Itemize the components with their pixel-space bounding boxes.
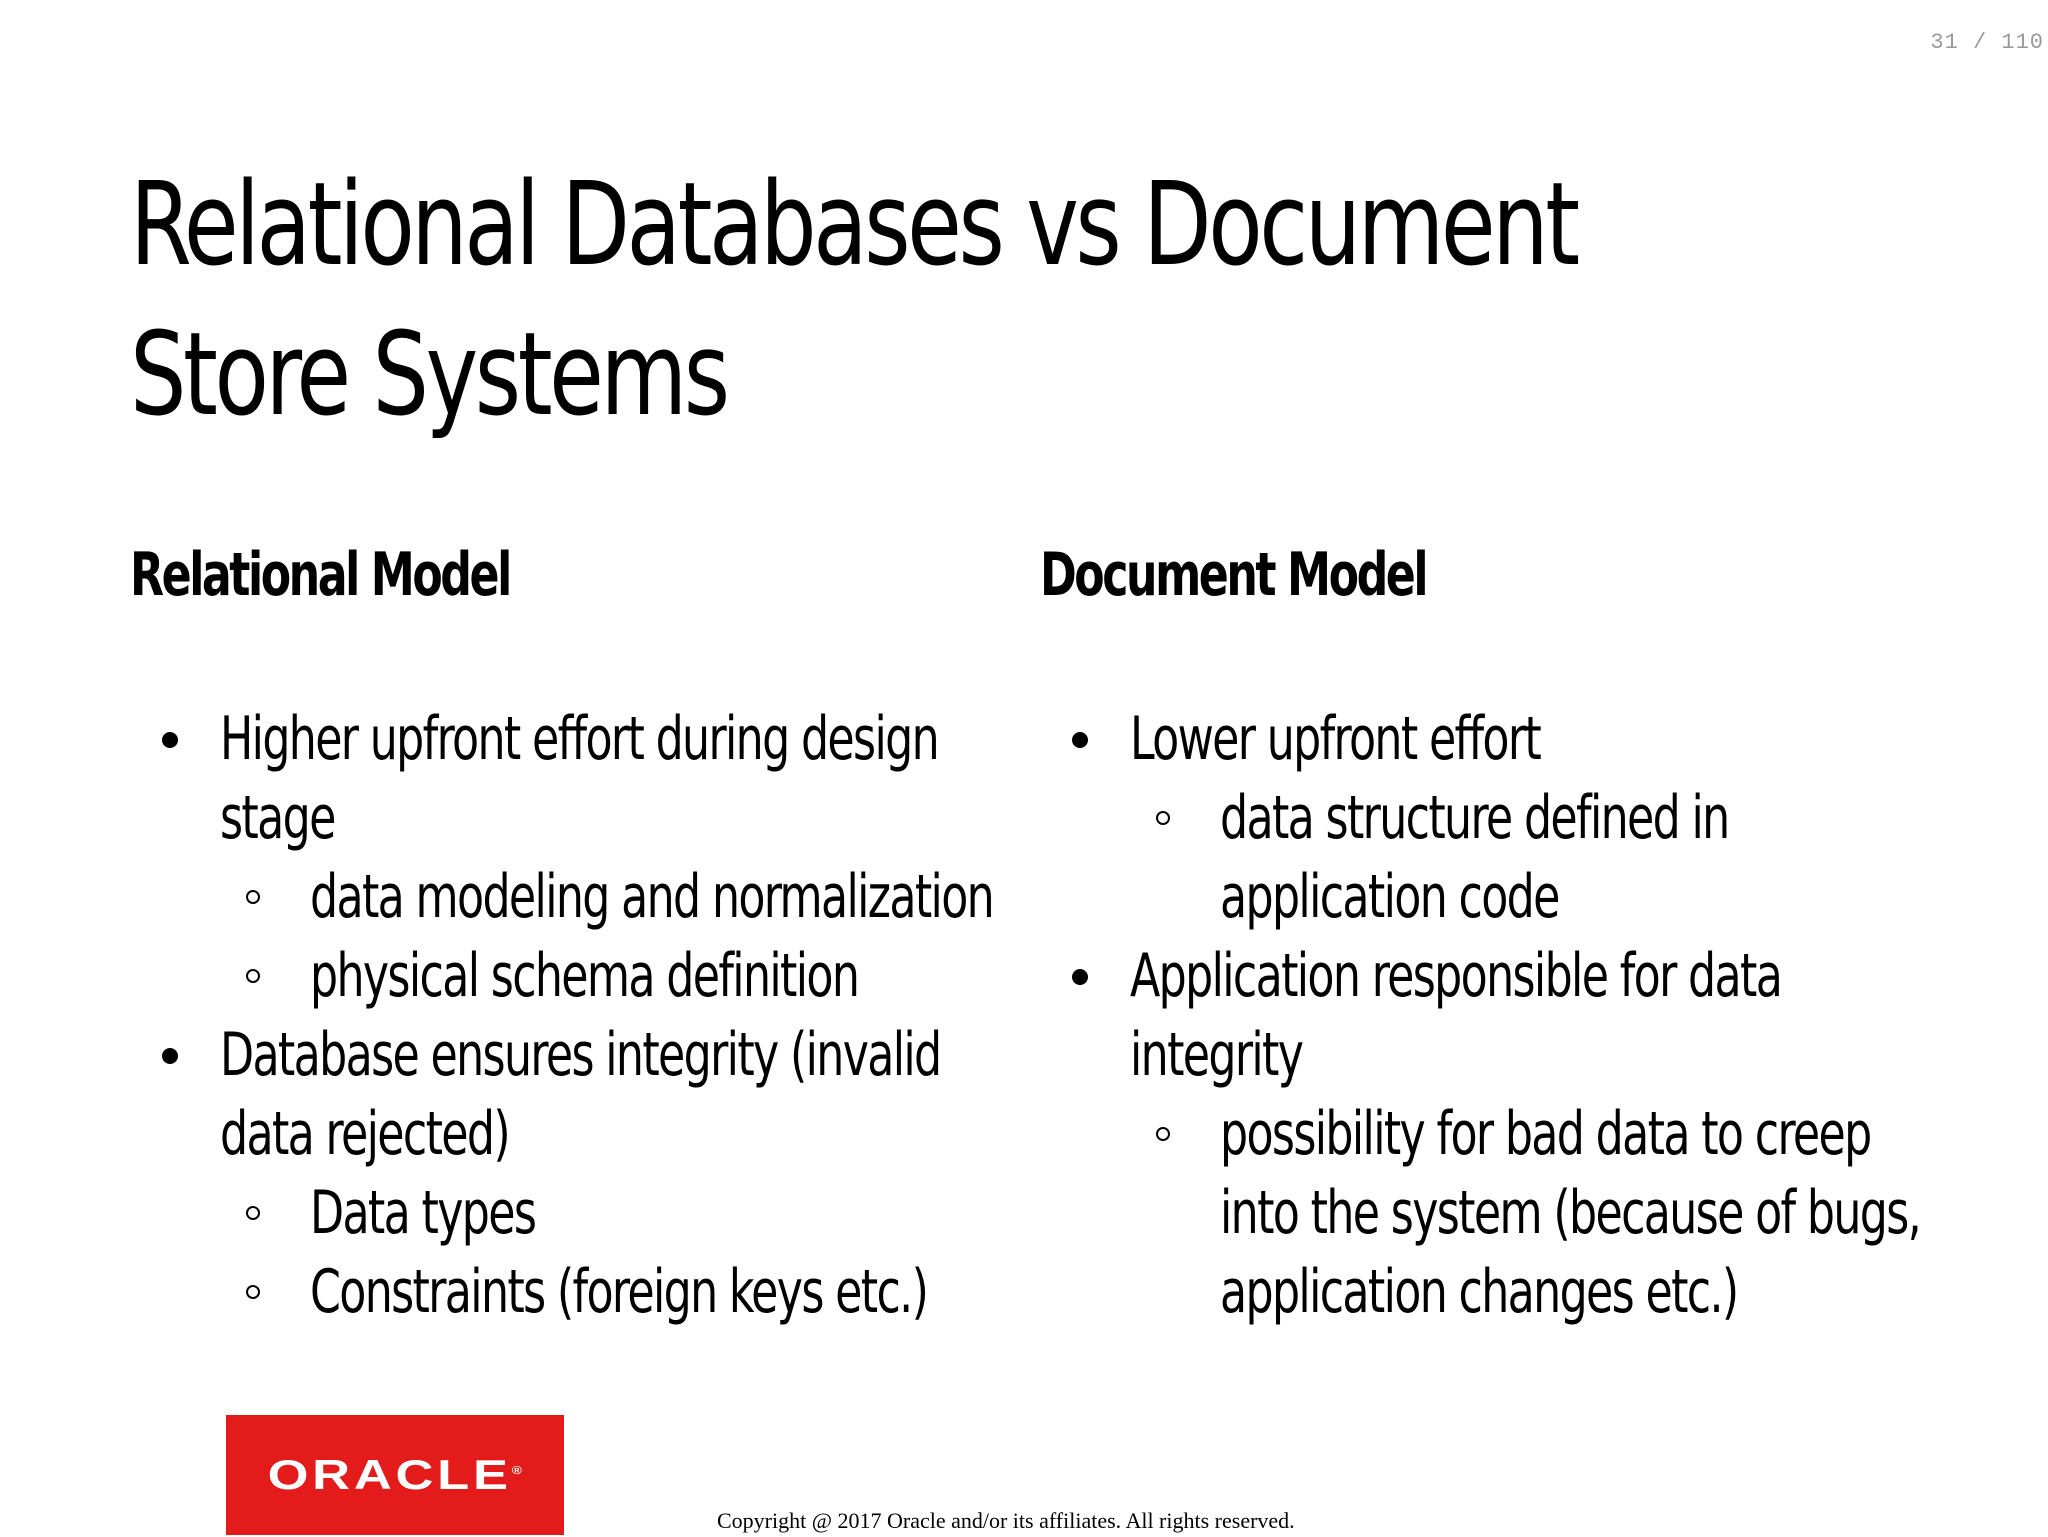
sub-bullet-text: possibility for bad data to creep into the system (because of bugs, application changes etc.) xyxy=(1220,1099,1921,1327)
document-model-bullets xyxy=(1040,700,1940,1332)
hollow-bullet-icon xyxy=(246,890,260,904)
list-item xyxy=(1040,937,1940,1332)
hollow-bullet-icon xyxy=(246,1206,260,1220)
relational-model-bullets xyxy=(130,700,1030,1332)
hollow-bullet-icon xyxy=(1156,811,1170,825)
document-model-column xyxy=(1040,540,1940,1327)
sub-bullet-text: Constraints (foreign keys etc.) xyxy=(310,1257,928,1327)
list-item xyxy=(130,700,1030,1016)
copyright-notice: Copyright @ 2017 Oracle and/or its affiliates. All rights reserved. xyxy=(717,1508,1295,1533)
sub-bullet-text: data modeling and normalization xyxy=(310,862,994,932)
list-item xyxy=(130,1016,1030,1332)
sub-list-item xyxy=(1130,1095,1940,1332)
sub-bullet-list xyxy=(1130,1095,1940,1332)
sub-bullet-list xyxy=(220,1174,1030,1332)
registered-mark: ® xyxy=(512,1465,523,1477)
bullet-dot-icon xyxy=(162,732,178,748)
relational-model-column xyxy=(130,540,1030,1327)
sub-bullet-text: Data types xyxy=(310,1178,536,1248)
bullet-text: Lower upfront effort xyxy=(1130,704,1541,774)
slide-title: Relational Databases vs Document Store Systems xyxy=(130,158,1577,442)
page-counter: 31 / 110 xyxy=(1930,30,2044,55)
hollow-bullet-icon xyxy=(1156,1127,1170,1141)
list-item xyxy=(1040,700,1940,937)
sub-list-item xyxy=(1130,779,1940,937)
bullet-dot-icon xyxy=(1072,969,1088,985)
sub-list-item xyxy=(220,937,1030,1016)
logo-wordmark: ORACLE xyxy=(267,1451,513,1498)
bullet-text: Application responsible for data integrity xyxy=(1130,941,1782,1090)
sub-bullet-list xyxy=(1130,779,1940,937)
hollow-bullet-icon xyxy=(246,1285,260,1299)
document-model-heading: Document Model xyxy=(1040,540,1427,610)
relational-model-heading: Relational Model xyxy=(130,540,510,610)
bullet-dot-icon xyxy=(1072,732,1088,748)
bullet-text: Database ensures integrity (invalid data rejected) xyxy=(220,1020,941,1169)
oracle-logo xyxy=(226,1415,564,1535)
oracle-logo-text xyxy=(268,1451,522,1499)
sub-list-item xyxy=(220,858,1030,937)
bullet-text: Higher upfront effort during design stage xyxy=(220,704,939,853)
sub-list-item xyxy=(220,1253,1030,1332)
hollow-bullet-icon xyxy=(246,969,260,983)
sub-list-item xyxy=(220,1174,1030,1253)
bullet-dot-icon xyxy=(162,1048,178,1064)
sub-bullet-text: data structure defined in application code xyxy=(1220,783,1729,932)
sub-bullet-text: physical schema definition xyxy=(310,941,859,1011)
sub-bullet-list xyxy=(220,858,1030,1016)
